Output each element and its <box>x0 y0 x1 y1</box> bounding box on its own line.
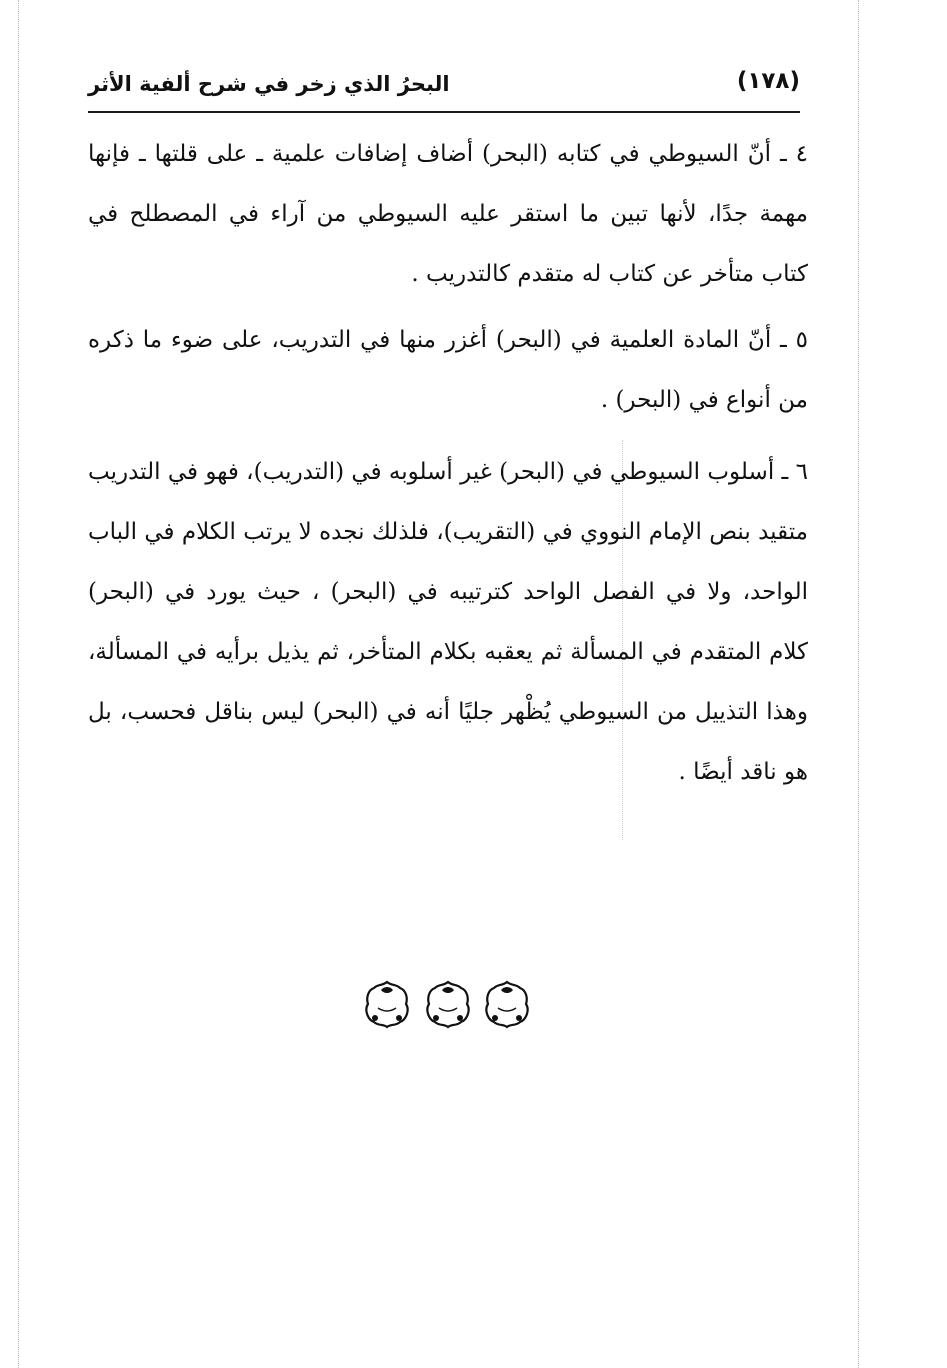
body-text <box>88 124 808 802</box>
scan-margin-left <box>18 0 19 1368</box>
running-title: البحرُ الذي زخر في شرح ألفية الأثر <box>88 72 450 96</box>
paragraph-5: ٥ ـ أنّ المادة العلمية في (البحر) أغزر منها في التدريب، على ضوء ما ذكره من أنواع في (البحر) . <box>88 327 808 413</box>
scan-margin-right <box>858 0 859 1368</box>
paragraph-6: ٦ ـ أسلوب السيوطي في (البحر) غير أسلوبه في (التدريب)، فهو في التدريب متقيد بنص الإمام النووي في (التقريب)، فلذلك نجده لا يرتب الكلام في الباب الواحد، ولا في الفصل الواحد كترتيبه في (البحر) ، حيث يورد في (البحر) كلام المتقدم في المسألة ثم يعقبه بكلام المتأخر، ثم يذيل برأيه في المسألة، وهذا التذييل من السيوطي يُظْهر جليًا أنه في (البحر) ليس بناقل فحسب، بل هو ناقد أيضًا . <box>88 459 808 785</box>
flower-ornament-icon <box>482 978 532 1030</box>
paragraph-4: ٤ ـ أنّ السيوطي في كتابه (البحر) أضاف إضافات علمية ـ على قلتها ـ فإنها مهمة جدًا، لأنها تبين ما استقر عليه السيوطي من آراء في المصطلح في كتاب متأخر عن كتاب له متقدم كالتدريب . <box>88 141 808 287</box>
page-number: (١٧٨) <box>736 68 800 94</box>
flower-ornament-icon <box>362 978 412 1030</box>
end-ornaments <box>362 978 534 1038</box>
flower-ornament-icon <box>423 978 473 1030</box>
running-header <box>88 60 800 110</box>
header-rule <box>88 111 800 113</box>
